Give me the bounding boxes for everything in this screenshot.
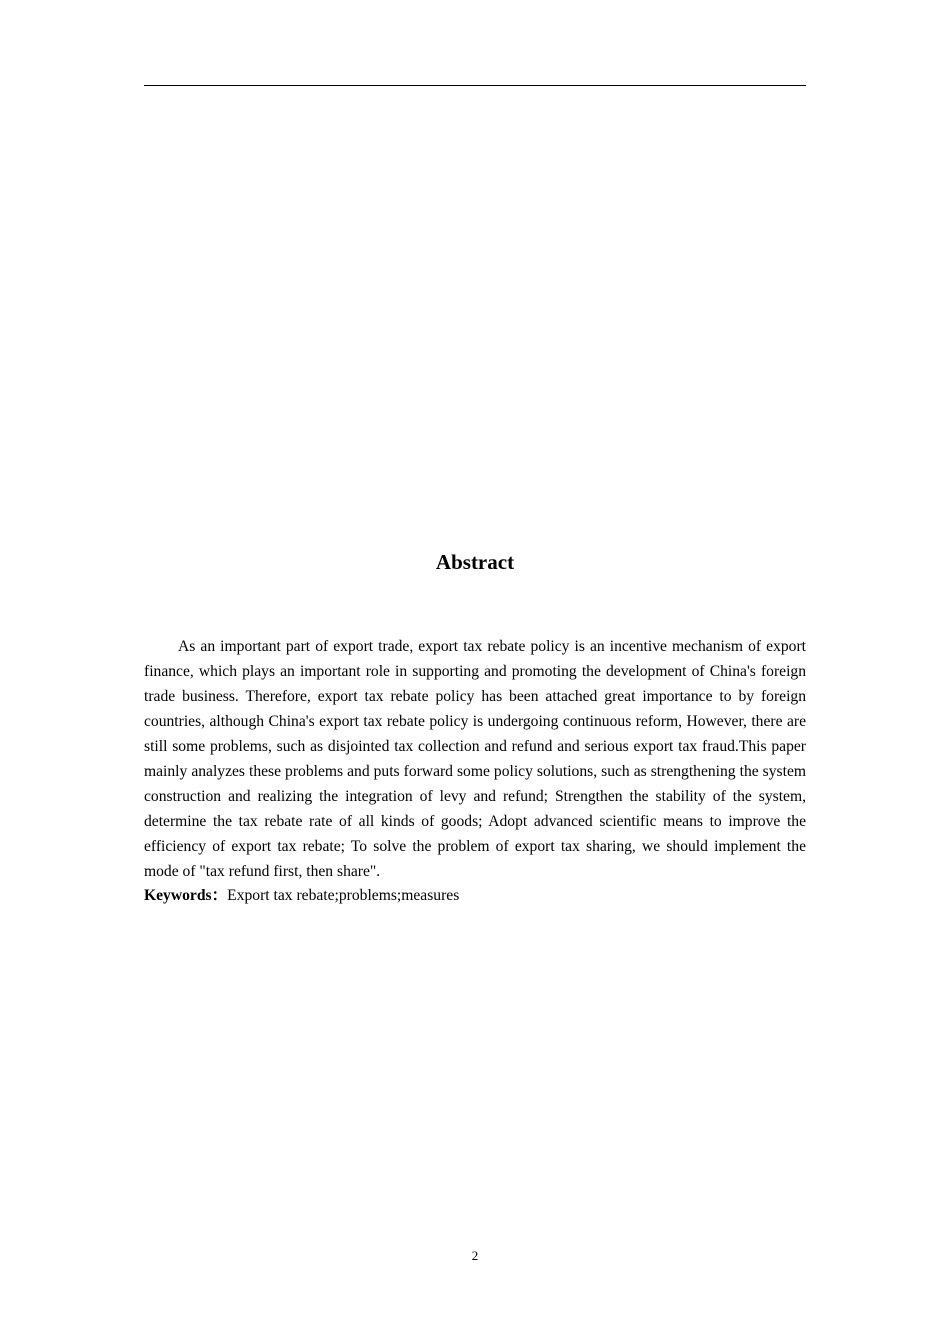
keywords-value: Export tax rebate;problems;measures: [227, 887, 460, 904]
header-rule: [144, 85, 806, 86]
abstract-title: Abstract: [435, 550, 515, 574]
abstract-body: As an important part of export trade, export tax rebate policy is an incentive mechanism of export finance, which plays an important role in supporting and promoting the development of China's foreign trade business. Therefore, export tax rebate policy has been attached great importance to by foreign countries, although China's export tax rebate policy is undergoing continuous reform, However, there are still some problems, such as disjointed tax collection and refund and serious export tax fraud.This paper mainly analyzes these problems and puts forward some policy solutions, such as strengthening the system construction and realizing the integration of levy and refund; Strengthen the stability of the system, determine the tax rebate rate of all kinds of goods; Adopt advanced scientific means to improve the efficiency of export tax rebate; To solve the problem of export tax sharing, we should implement the mode of "tax refund first, then share".: [144, 638, 806, 880]
keywords-line: [144, 884, 806, 909]
keywords-label: Keywords：: [144, 887, 228, 904]
page-number: 2: [471, 1248, 479, 1263]
